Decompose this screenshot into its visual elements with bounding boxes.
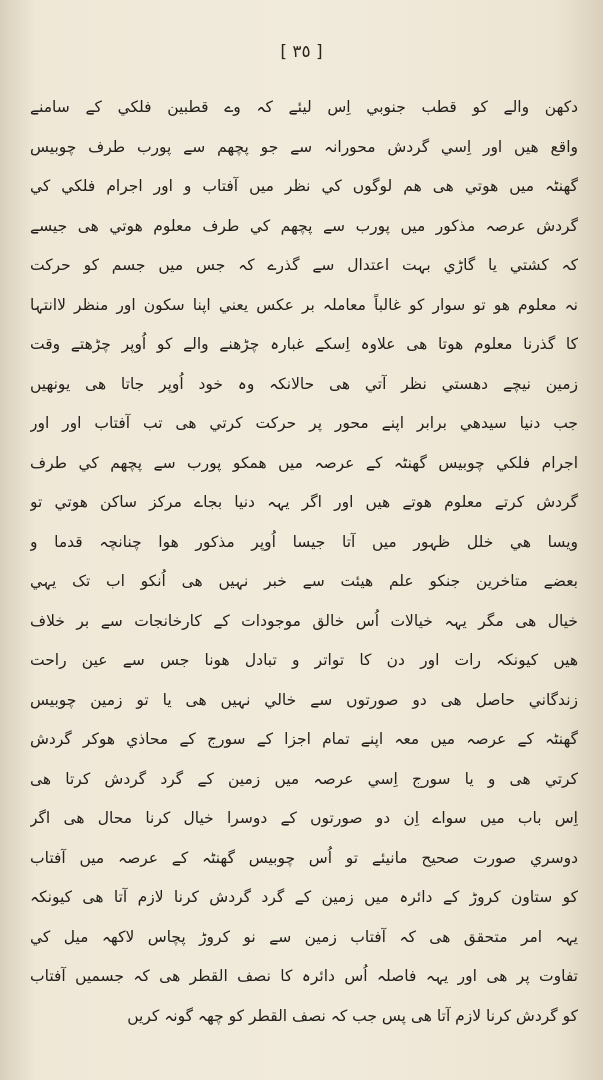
text-line: گھنٹہ کے عرصہ میں معہ اپنے تمام اجزا کے سورج کے محاذي ھوکر گردش: [30, 730, 578, 748]
text-line: یہہ امر متحقق ھی کہ آفتاب زمین سے نو کروڑ پچاس لاکھہ میل کي: [30, 927, 578, 946]
text-line: زمین نیچے دھستي نظر آتي ھی حالانکہ وہ خود اُوپر جاتا ھی یونھیں: [30, 374, 578, 393]
text-line: ھیں کیونکہ رات اور دن کا تواتر و تبادل ھونا جس سے عین راحت: [30, 651, 578, 669]
text-line: کہ کشتي یا گاڑي بہت اعتدال سے گذرے کہ جس میں جسم کو حرکت: [30, 256, 578, 274]
text-line: کو گردش کرنا لازم آتا ھی پس جب کہ نصف القطر کو چھہ گونہ کریں: [127, 1006, 578, 1025]
text-line: تفاوت پر ھی اور یہہ فاصلہ اُس دائرہ کا نصف القطر ھی کہ جسمیں آفتاب: [30, 967, 578, 985]
text-line: خیال ھی مگر یہہ خیالات اُس خالق موجودات کے کارخانجات سے بر خلاف: [30, 611, 578, 630]
text-line: واقع ھیں اور اِسي گردش محورانہ سے جو پچھم سے پورب طرف چوبیس: [30, 137, 578, 156]
text-line: کرتي ھی و یا سورج اِسي عرصہ میں زمین کے گرد گردش کرتا ھی: [30, 769, 578, 788]
page-number: [ ٣٥ ]: [280, 42, 323, 62]
text-line: کو ستاون کروڑ کے دائرہ میں زمین کے گرد گردش کرنا لازم آتا ھی کیونکہ: [30, 888, 578, 906]
text-line: گھنٹہ میں ھوتي ھی ھم لوگوں کي نظر میں آفتاب و اور اجرام فلکي کي: [30, 177, 578, 195]
text-line: گردش عرصہ مذکور میں پورب سے پچھم کي طرف معلوم ھوتي ھی جیسے: [30, 216, 578, 235]
text-line: ویسا ھي خلل ظہور میں آتا جیسا اُوپر مذکور ھوا چنانچہ قدما و: [30, 532, 578, 551]
text-line: دکھن والے کو قطب جنوبي اِس لیئے کہ وے قطبین فلکي کے سامنے: [30, 98, 578, 116]
text-line: جب دنیا سیدھي برابر اپنے محور پر حرکت کرتي ھی تب آفتاب اور اور: [30, 414, 578, 432]
text-line: اجرام فلکي چوبیس گھنٹہ کے عرصہ میں ھمکو پورب سے پچھم کي طرف: [30, 453, 578, 472]
text-line: بعضے متاخرین جنکو علم ھیئت سے خبر نہیں ھی اُنکو اب تک یہي: [30, 572, 578, 590]
text-line: دوسري صورت صحیح مانیئے تو اُس چوبیس گھنٹہ کے عرصہ میں آفتاب: [30, 848, 578, 867]
text-line: اِس باب میں سواے اِن دو صورتوں کے دوسرا خیال کرنا محال ھی اگر: [30, 809, 578, 827]
text-line: گردش کرتے معلوم ھوتے ھیں اور اگر یہہ دنیا بجاے مرکز ساکن ھوتي تو: [30, 493, 578, 511]
text-line: زندگاني حاصل ھی دو صورتوں سے خالي نہیں ھی یا تو زمین چوبیس: [30, 690, 578, 709]
page-text: [30, 88, 578, 1036]
text-line: نہ معلوم ھو تو سوار کو غالباً معاملہ بر عکس یعني اپنا سکون اور منظر لاانتہا: [30, 295, 578, 314]
text-line: کا گذرنا معلوم ھوتا ھی علاوہ اِسکے غبارہ چڑھنے والے کو اُوپر چڑھتے وقت: [30, 335, 578, 353]
